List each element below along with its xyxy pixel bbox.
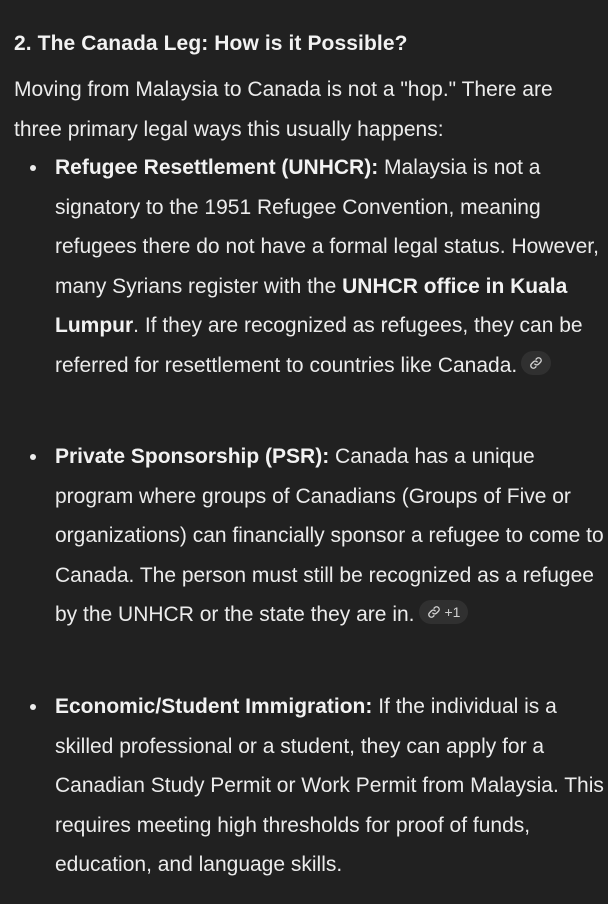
- intro-paragraph: Moving from Malaysia to Canada is not a "hop." There are three primary legal ways this usually happens:: [14, 78, 553, 141]
- list-item-term: Private Sponsorship (PSR):: [55, 445, 330, 468]
- list-item-text: Canada has a unique program where groups of Canadians (Groups of Five or organizations) can financially sponsor a refugee to come to Canada. The person must still be recognized as a refugee by the UNHCR or the state they are in.: [55, 445, 604, 626]
- list-item-term: Refugee Resettlement (UNHCR):: [55, 156, 379, 179]
- bullet-icon: [30, 454, 36, 460]
- section-heading: 2. The Canada Leg: How is it Possible?: [14, 32, 408, 55]
- list-item-body: [55, 437, 604, 635]
- link-icon: [529, 356, 543, 370]
- list-item-body: [55, 148, 604, 385]
- link-icon: [427, 605, 441, 619]
- citation-extra-count: +1: [444, 604, 461, 620]
- list-item-text: . If they are recognized as refugees, they can be referred for resettlement to countries like Canada.: [55, 314, 583, 377]
- bullet-icon: [30, 704, 36, 710]
- citation-chip[interactable]: [521, 351, 551, 375]
- list-item-term: Economic/Student Immigration:: [55, 695, 373, 718]
- list-item-emphasis: UNHCR office in Kuala Lumpur: [55, 274, 568, 337]
- list-item-text: If the individual is a skilled professional or a student, they can apply for a Canadian Study Permit or Work Permit from Malaysia. This requires meeting high thresholds for proof of funds, education, and language skills.: [55, 695, 604, 876]
- bullet-icon: [30, 165, 36, 171]
- list-item-body: [55, 687, 604, 885]
- list-item-text: Malaysia is not a signatory to the 1951 Refugee Convention, meaning refugees there do not have a formal legal status. However, many Syrians register with the: [55, 156, 599, 298]
- citation-chip[interactable]: [419, 600, 469, 624]
